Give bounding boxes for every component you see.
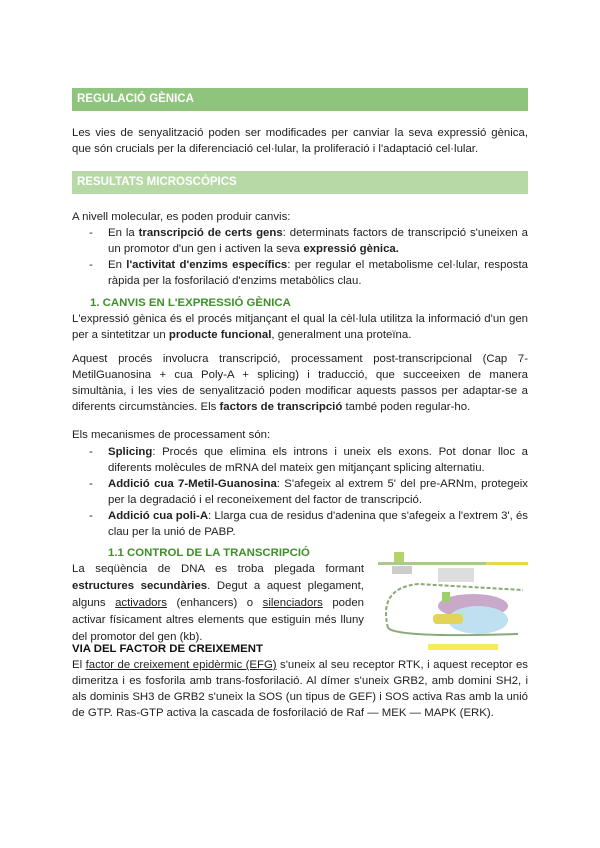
mecanismes-list [72,444,528,540]
heading-via-factor: VIA DEL FACTOR DE CREIXEMENT [72,643,263,655]
paragraph-via-factor: El factor de creixement epidèrmic (EFG) s'uneix al seu receptor RTK, i aquest receptor es dimeritza i es fosforila amb trans-fosforilació. Al dímer s'uneix GRB2, amb domini SH2, i als dominis SH3 de GRB2 s'uneix la SOS (un tipus de GEF) i SOS activa Ras amb la unió de GTP. Ras-GTP activa la cascada de fosforilació de Raf — MEK — MAPK (ERK). [72,659,529,719]
paragraph-expressio: L'expressió gènica és el procés mitjançant el qual la cèl·lula utilitza la informació d'un gen per a sintetitzar un producte funcional, generalment una proteïna. [72,313,528,341]
list-item: - Splicing: Procés que elimina els introns i uneix els exons. Pot donar lloc a diferents molècules de mRNA del mateix gen mitjançant splicing alternatiu. [72,444,528,476]
heading-canvis: 1. CANVIS EN L'EXPRESSIÓ GÈNICA [90,297,291,309]
resultats-intro: A nivell molecular, es poden produir canvis: [72,211,291,223]
resultats-content [72,209,528,289]
paragraph-proces: Aquest procés involucra transcripció, processament post-transcripcional (Cap 7-MetilGuanosina + cua Poly-A + splicing) i traducció, que succeeixen de manera simultània, i les vies de senyalització poden modificar aquests passos per adaptar-se a diferents circumstàncies. Els factors de transcripció també poden regular-ho. [72,353,528,413]
list-item: - En l'activitat d'enzims específics: per regular el metabolisme cel·lular, resposta ràpida per la fosforilació d'enzims metabòlics clau. [72,257,528,289]
intro-paragraph: Les vies de senyalització poden ser modificades per canviar la seva expressió gènica, que són crucials per la diferenciació cel·lular, la proliferació i l'adaptació cel·lular. [72,127,528,155]
resultats-list [72,225,528,289]
list-item: - Addició cua 7-Metil-Guanosina: S'afegeix al extrem 5' del pre-ARNm, protegeix per la degradació i el reconeixement del factor de transcripció. [72,476,528,508]
section-header-resultats: RESULTATS MICROSCÒPICS [72,171,528,194]
transcription-diagram-figure [378,548,530,652]
paragraph-mecanismes: Els mecanismes de processament són: [72,429,271,441]
list-item: - En la transcripció de certs gens: determinats factors de transcripció s'uneixen a un promotor d'un gen i activen la seva expressió gènica. [72,225,528,257]
list-item: - Addició cua poli-A: Llarga cua de residus d'adenina que s'afegeix a l'extrem 3', és clau per la unió de PABP. [72,508,528,540]
paragraph-control: La seqüència de DNA es troba plegada formant estructures secundàries. Degut a aquest plegament, alguns activadors (enhancers) o silenciadors poden activar físicament altres elements que estiguin més lluny del promotor del gen (kb). [72,563,364,643]
section-header-regulacio: REGULACIÓ GÈNICA [72,88,528,111]
heading-control: 1.1 CONTROL DE LA TRANSCRIPCIÓ [108,547,310,559]
